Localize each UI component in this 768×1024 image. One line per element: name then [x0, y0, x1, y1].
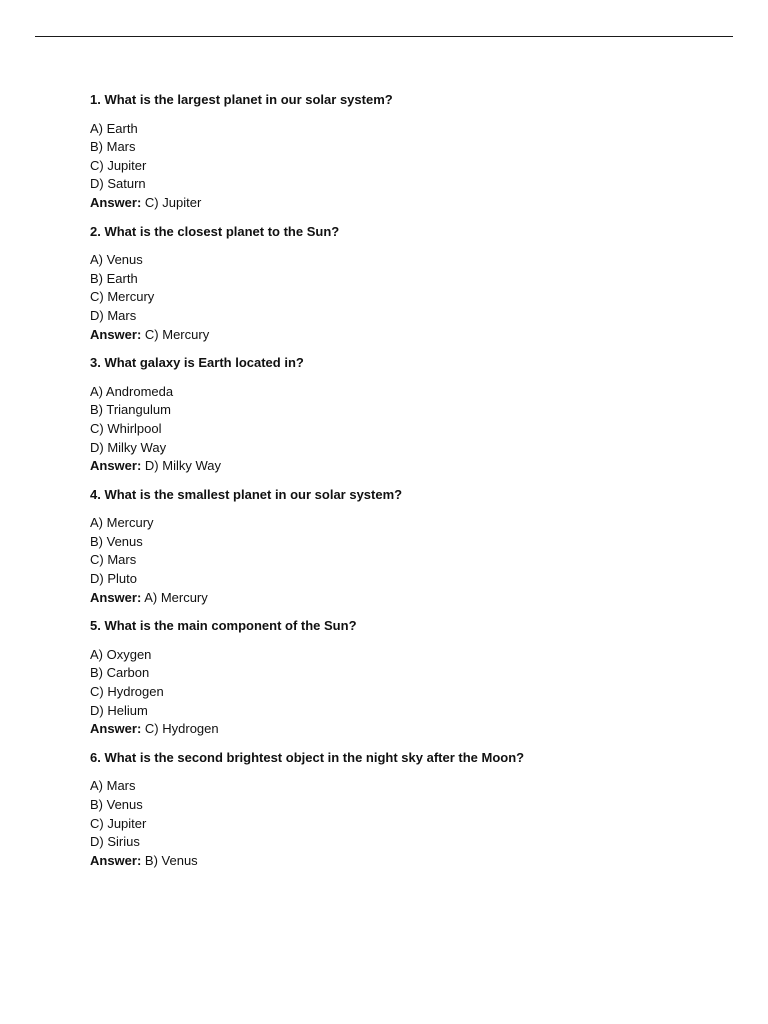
- option-c: C) Hydrogen: [90, 684, 164, 700]
- option-c: C) Mars: [90, 552, 137, 568]
- question-text: 3. What galaxy is Earth located in?: [90, 355, 304, 371]
- option-b: B) Triangulum: [90, 402, 171, 418]
- option-b: B) Earth: [90, 270, 138, 286]
- question-block-1: [90, 91, 710, 213]
- options-list: [90, 646, 710, 720]
- answer-line: [90, 720, 710, 739]
- answer-value: C) Hydrogen: [144, 721, 219, 737]
- question-block-4: [90, 486, 710, 608]
- option-d: D) Milky Way: [90, 439, 167, 455]
- question-text: 1. What is the largest planet in our solar system?: [90, 92, 393, 107]
- options-list: [90, 251, 710, 325]
- question-block-5: [90, 617, 710, 739]
- question-text: 4. What is the smallest planet in our solar system?: [90, 486, 403, 502]
- answer-value: C) Jupiter: [144, 194, 202, 210]
- question-block-6: [90, 749, 710, 871]
- option-a: A) Oxygen: [90, 646, 152, 662]
- question-text: 6. What is the second brightest object in the night sky after the Moon?: [90, 749, 525, 765]
- answer-value: C) Mercury: [144, 326, 210, 342]
- answer-line: [90, 457, 710, 476]
- option-d: D) Saturn: [90, 176, 146, 192]
- answer-label: Answer:: [90, 721, 142, 737]
- option-c: C) Jupiter: [90, 815, 147, 831]
- answer-line: [90, 326, 710, 345]
- option-b: B) Carbon: [90, 665, 150, 681]
- options-list: [90, 514, 710, 588]
- option-d: D) Pluto: [90, 571, 137, 587]
- answer-line: [90, 852, 710, 871]
- answer-label: Answer:: [90, 458, 142, 474]
- question-text: 2. What is the closest planet to the Sun?: [90, 223, 340, 239]
- answer-value: A) Mercury: [144, 589, 208, 605]
- option-b: B) Mars: [90, 139, 136, 155]
- header-divider: [35, 36, 733, 37]
- options-list: [90, 777, 710, 851]
- option-c: C) Jupiter: [90, 157, 147, 173]
- option-d: D) Helium: [90, 702, 148, 718]
- answer-line: [90, 589, 710, 608]
- options-list: [90, 120, 710, 194]
- options-list: [90, 383, 710, 457]
- option-a: A) Mercury: [90, 515, 154, 531]
- option-a: A) Mars: [90, 778, 136, 794]
- question-text: 5. What is the main component of the Sun?: [90, 618, 357, 634]
- option-c: C) Whirlpool: [90, 420, 162, 436]
- option-d: D) Mars: [90, 307, 137, 323]
- option-a: A) Earth: [90, 120, 138, 136]
- option-d: D) Sirius: [90, 834, 140, 850]
- option-a: A) Venus: [90, 252, 143, 268]
- option-a: A) Andromeda: [90, 383, 174, 399]
- answer-value: D) Milky Way: [144, 458, 221, 474]
- answer-label: Answer:: [90, 326, 142, 342]
- question-block-3: [90, 354, 710, 476]
- question-block-2: [90, 223, 710, 345]
- answer-label: Answer:: [90, 852, 142, 868]
- option-c: C) Mercury: [90, 289, 155, 305]
- answer-label: Answer:: [90, 589, 142, 605]
- quiz-content: [90, 91, 710, 880]
- answer-label: Answer:: [90, 194, 142, 210]
- option-b: B) Venus: [90, 797, 143, 812]
- option-b: B) Venus: [90, 533, 143, 549]
- answer-value: B) Venus: [144, 852, 198, 868]
- answer-line: [90, 194, 710, 213]
